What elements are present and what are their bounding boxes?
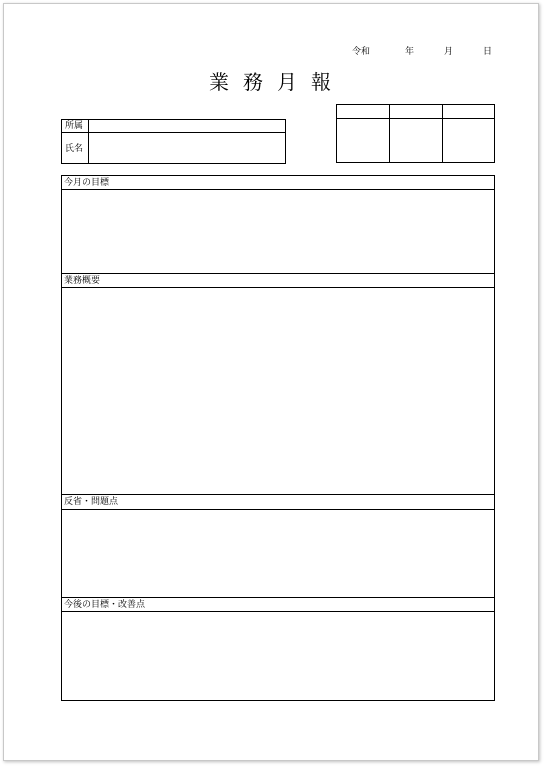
section-future-field[interactable] (62, 612, 494, 699)
year-label: 年 (405, 47, 415, 57)
section-overview-field[interactable] (62, 288, 494, 493)
document-title: 業務月報 (209, 70, 345, 94)
section-future-label: 今後の目標・改善点 (64, 600, 146, 610)
stamp-cell-3[interactable] (443, 119, 494, 162)
day-label: 日 (483, 47, 493, 57)
section-goal-field[interactable] (62, 190, 494, 272)
stamp-cell-2[interactable] (390, 119, 441, 162)
era-label: 令和 (352, 47, 371, 57)
affiliation-field[interactable] (89, 120, 284, 131)
affiliation-label: 所属 (65, 121, 84, 131)
section-overview-label: 業務概要 (64, 276, 101, 286)
name-label: 氏名 (65, 144, 84, 154)
section-goal-label: 今月の目標 (64, 178, 110, 188)
month-label: 月 (444, 47, 454, 57)
section-reflection-field[interactable] (62, 510, 494, 596)
stamp-cell-1[interactable] (337, 119, 388, 162)
section-reflection-label: 反省・問題点 (64, 497, 119, 507)
name-field[interactable] (89, 134, 284, 162)
